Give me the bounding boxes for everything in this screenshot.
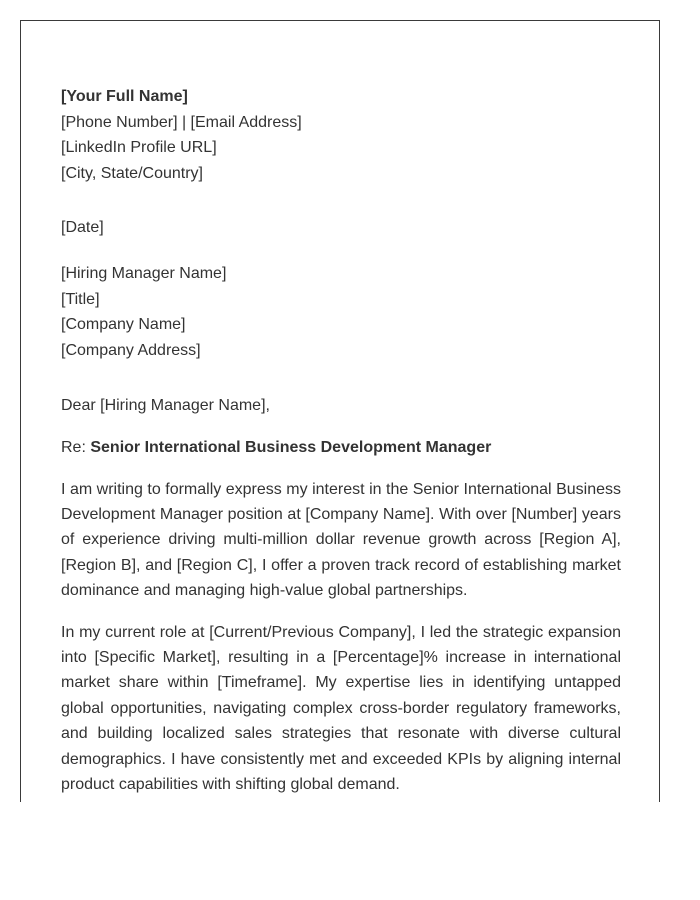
letter-content [61, 84, 621, 797]
sender-full-name: [Your Full Name] [61, 88, 188, 105]
sender-location: [City, State/Country] [61, 164, 203, 182]
recipient-title: [Title] [61, 290, 100, 308]
sender-linkedin: [LinkedIn Profile URL] [61, 139, 217, 157]
spacer [61, 186, 621, 215]
spacer [61, 461, 621, 477]
spacer [61, 363, 621, 393]
salutation: Dear [Hiring Manager Name], [61, 397, 270, 415]
recipient-company: [Company Name] [61, 316, 186, 334]
spacer [61, 604, 621, 620]
spacer [61, 241, 621, 261]
letter-date: [Date] [61, 219, 104, 237]
spacer [61, 419, 621, 435]
subject-prefix: Re: [61, 438, 91, 456]
sender-contact: [Phone Number] | [Email Address] [61, 113, 302, 131]
recipient-name: [Hiring Manager Name] [61, 264, 227, 282]
subject-line [61, 435, 621, 461]
recipient-address: [Company Address] [61, 341, 201, 359]
letter-page [20, 20, 660, 802]
body-paragraph-2: In my current role at [Current/Previous Company], I led the strategic expansion into [Specific Market], resulting in a [Percentage]% increase in international market share within [Timeframe]. My expertise lies in identifying untapped global opportunities, navigating complex cross-border regulatory frameworks, and building localized sales strategies that resonate with diverse cultural demographics. I have consistently met and exceeded KPIs by aligning internal product capabilities with shifting global demand. [61, 623, 621, 793]
subject-title: Senior International Business Development Manager [90, 438, 492, 456]
body-paragraph-1: I am writing to formally express my interest in the Senior International Business Development Manager position at [Company Name]. With over [Number] years of experience driving multi-million dollar revenue growth across [Region A], [Region B], and [Region C], I offer a proven track record of establishing market dominance and managing high-value global partnerships. [61, 480, 621, 600]
